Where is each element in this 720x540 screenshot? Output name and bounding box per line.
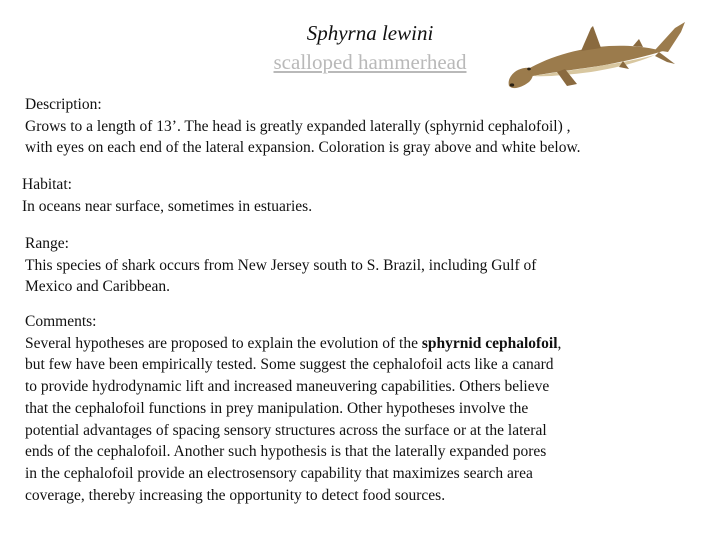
habitat-heading: Habitat: — [22, 176, 72, 193]
range-heading: Range: — [25, 235, 69, 252]
comments-line: to provide hydrodynamic lift and increased maneuvering capabilities. Others believe — [25, 378, 550, 396]
habitat-section — [22, 174, 312, 217]
range-line: Mexico and Caribbean. — [25, 278, 171, 296]
range-section — [25, 233, 536, 298]
comments-first-line — [25, 333, 561, 355]
comments-line: that the cephalofoil functions in prey manipulation. Other hypotheses involve the — [25, 399, 529, 417]
comments-line: potential advantages of spacing sensory structures across the surface or at the lateral — [25, 421, 547, 439]
habitat-line: In oceans near surface, sometimes in estuaries. — [22, 197, 313, 215]
comments-line: ends of the cephalofoil. Another such hypothesis is that the laterally expanded pores — [25, 443, 547, 461]
hammerhead-shark-icon — [505, 14, 690, 94]
common-name-link[interactable]: scalloped hammerhead — [273, 50, 467, 74]
comments-section — [25, 311, 561, 506]
comments-heading: Comments: — [25, 313, 97, 330]
page-title: Sphyrna lewini — [306, 21, 434, 45]
cephalofoil-term: sphyrnid cephalofoil — [421, 334, 558, 352]
description-line: with eyes on each end of the lateral expansion. Coloration is gray above and white below. — [25, 139, 581, 157]
comments-text: Several hypotheses are proposed to explain the evolution of the — [25, 334, 422, 352]
range-line: This species of shark occurs from New Jersey south to S. Brazil, including Gulf of — [25, 256, 537, 274]
description-heading: Description: — [25, 96, 102, 113]
description-section — [25, 94, 581, 159]
comments-line: in the cephalofoil provide an electrosensory capability that maximizes search area — [25, 464, 533, 482]
comments-line: coverage, thereby increasing the opportunity to detect food sources. — [25, 486, 446, 504]
comments-text: , — [557, 334, 562, 352]
description-line: Grows to a length of 13’. The head is greatly expanded laterally (sphyrnid cephalofoil) , — [25, 117, 571, 135]
comments-line: but few have been empirically tested. Some suggest the cephalofoil acts like a canard — [25, 356, 554, 374]
